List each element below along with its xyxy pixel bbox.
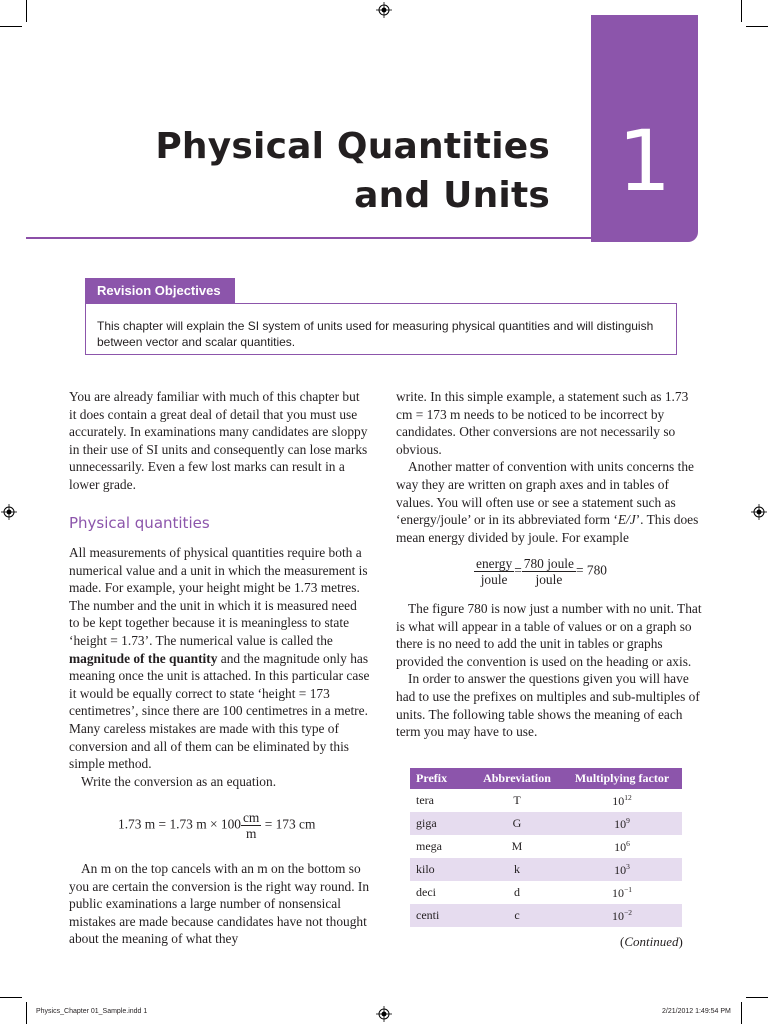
factor-base: 10 <box>614 862 627 877</box>
chapter-number: 1 <box>617 112 672 210</box>
equals-sign: = <box>514 562 522 578</box>
crop-mark <box>746 997 768 998</box>
registration-mark-icon <box>376 2 392 18</box>
registration-mark-icon <box>376 1006 392 1022</box>
footer-filename: Physics_Chapter 01_Sample.indd 1 <box>36 1008 148 1015</box>
factor-base: 10 <box>614 816 627 831</box>
factor-cell <box>562 793 682 809</box>
factor-exponent: 6 <box>626 838 630 848</box>
prefix-cell: kilo <box>416 862 435 876</box>
conversion-equation <box>118 810 315 841</box>
prefix-cell: centi <box>416 908 440 922</box>
prefix-table <box>410 768 682 927</box>
energy-equation <box>474 556 607 587</box>
crop-mark <box>26 1002 27 1024</box>
body-paragraph <box>69 544 370 773</box>
abbreviation-cell: T <box>513 793 521 807</box>
intro-paragraph: You are already familiar with much of this chapter but it does contain a great deal of detail that you must use accurately. In examinations many candidates are sloppy in their use of SI units and consequently can lose marks unnecessarily. Even a few lost marks can result in a lower grade. <box>69 389 368 492</box>
factor-base: 10 <box>612 793 625 808</box>
equation-fraction <box>522 556 576 587</box>
bold-term: magnitude of the quantity <box>69 650 218 666</box>
crop-mark <box>0 997 22 998</box>
title-divider <box>26 237 598 239</box>
prefix-cell: tera <box>416 793 434 807</box>
crop-mark <box>741 0 742 22</box>
crop-mark <box>26 0 27 22</box>
body-paragraph: The figure 780 is now just a number with no unit. That is what will appear in a table of values or on a graph so there is no need to add the unit in tables or graphs provided the convention is used on the heading or axis. <box>396 601 702 669</box>
equation-right: = 173 cm <box>264 816 316 832</box>
equation-left: 1.73 m = 1.73 m × 100 <box>118 816 241 832</box>
table-header: Abbreviation <box>483 771 551 785</box>
objectives-text: This chapter will explain the SI system of units used for measuring physical quantities and will distinguish between vector and scalar quantities. <box>97 319 654 349</box>
italic-term: E/J <box>617 512 636 528</box>
table-row <box>410 904 682 927</box>
crop-mark <box>741 1002 742 1024</box>
continued-label: Continued <box>624 934 679 949</box>
left-column-body <box>69 544 370 790</box>
factor-cell <box>562 862 682 878</box>
left-column-intro <box>69 388 370 494</box>
abbreviation-cell: G <box>512 816 522 830</box>
chapter-title <box>110 122 550 220</box>
factor-base: 10 <box>612 885 624 900</box>
fraction-numerator: cm <box>242 810 260 825</box>
table-header: Prefix <box>416 771 448 785</box>
fraction-denominator: joule <box>480 572 508 587</box>
factor-cell <box>562 839 682 855</box>
factor-cell <box>562 885 682 901</box>
table-header-row <box>410 768 682 789</box>
fraction-numerator: 780 joule <box>523 556 574 571</box>
abbreviation-cell: d <box>514 885 520 899</box>
prefix-cell: deci <box>416 885 436 899</box>
paragraph-text: ’. This does mean energy divided by joule. For example <box>396 512 699 545</box>
prefix-cell: giga <box>416 816 437 830</box>
equation-fraction <box>241 810 261 841</box>
factor-exponent: −1 <box>624 884 632 894</box>
table-header: Multiplying factor <box>574 771 670 785</box>
chapter-title-line2: and Units <box>354 175 550 216</box>
right-column-bottom <box>396 600 702 741</box>
table-row <box>410 881 682 904</box>
paragraph-text: Another matter of convention with units concerns the way they are written on graph axes and in tables of values. You will often use or see a statement such as ‘energy/joule’ or in its abbreviated form ‘ <box>396 459 694 528</box>
factor-base: 10 <box>614 839 627 854</box>
body-paragraph: Write the conversion as an equation. <box>81 773 277 789</box>
factor-base: 10 <box>612 908 624 923</box>
crop-mark <box>0 26 22 27</box>
paragraph-text: All measurements of physical quantities require both a numerical value and a unit in which the measurement is made. For example, your height might be 1.73 metres. The number and the unit in which it is measured need to be kept together because it is meaningless to state ‘height = 1.73’. The numerical value is called the <box>69 545 368 648</box>
right-column-top <box>396 388 702 546</box>
section-heading: Physical quantities <box>69 514 210 532</box>
objectives-heading: Revision Objectives <box>85 278 235 303</box>
footer-timestamp: 2/21/2012 1:49:54 PM <box>662 1008 731 1015</box>
chapter-title-line1: Physical Quantities <box>155 126 550 167</box>
fraction-numerator: energy <box>476 556 513 571</box>
left-column-end <box>69 860 370 948</box>
factor-exponent: 12 <box>624 792 632 802</box>
factor-exponent: −2 <box>624 907 632 917</box>
registration-mark-icon <box>1 504 17 520</box>
chapter-number-tab <box>591 15 698 242</box>
table-row <box>410 812 682 835</box>
factor-exponent: 3 <box>626 861 630 871</box>
abbreviation-cell: c <box>514 908 520 922</box>
body-paragraph: write. In this simple example, a statement such as 1.73 cm = 173 m needs to be noticed to be incorrect by candidates. Other conversions are not necessarily so obvious. <box>396 389 689 457</box>
objectives-box <box>85 303 677 355</box>
abbreviation-cell: M <box>511 839 523 853</box>
table-row <box>410 835 682 858</box>
equation-result: = 780 <box>575 562 607 578</box>
factor-cell <box>562 908 682 924</box>
body-paragraph: An m on the top cancels with an m on the bottom so you are certain the conversion is the right way round. In public examinations a large number of nonsensical mistakes are made because candidates have not thought about the meaning of what they <box>69 861 370 947</box>
crop-mark <box>746 26 768 27</box>
body-paragraph: In order to answer the questions given you will have had to use the prefixes on multiples and sub-multiples of units. The following table shows the meaning of each term you may have to use. <box>396 671 700 740</box>
factor-cell <box>562 816 682 832</box>
table-row <box>410 789 682 812</box>
factor-exponent: 9 <box>626 815 630 825</box>
equation-fraction <box>474 556 514 587</box>
paragraph-text: and the magnitude only has meaning once the unit is attached. In this particular case it would be equally correct to state ‘height = 173 centimetres’, since there are 100 centimetres in a metre. Many careless mistakes are made with this type of conversion and all of them can be eliminated by this simple method. <box>69 650 370 772</box>
table-row <box>410 858 682 881</box>
body-paragraph <box>396 458 702 546</box>
prefix-cell: mega <box>416 839 442 853</box>
continued-note: (Continued) <box>620 934 683 949</box>
abbreviation-cell: k <box>514 862 520 876</box>
fraction-denominator: m <box>245 826 257 841</box>
registration-mark-icon <box>751 504 767 520</box>
fraction-denominator: joule <box>535 572 563 587</box>
